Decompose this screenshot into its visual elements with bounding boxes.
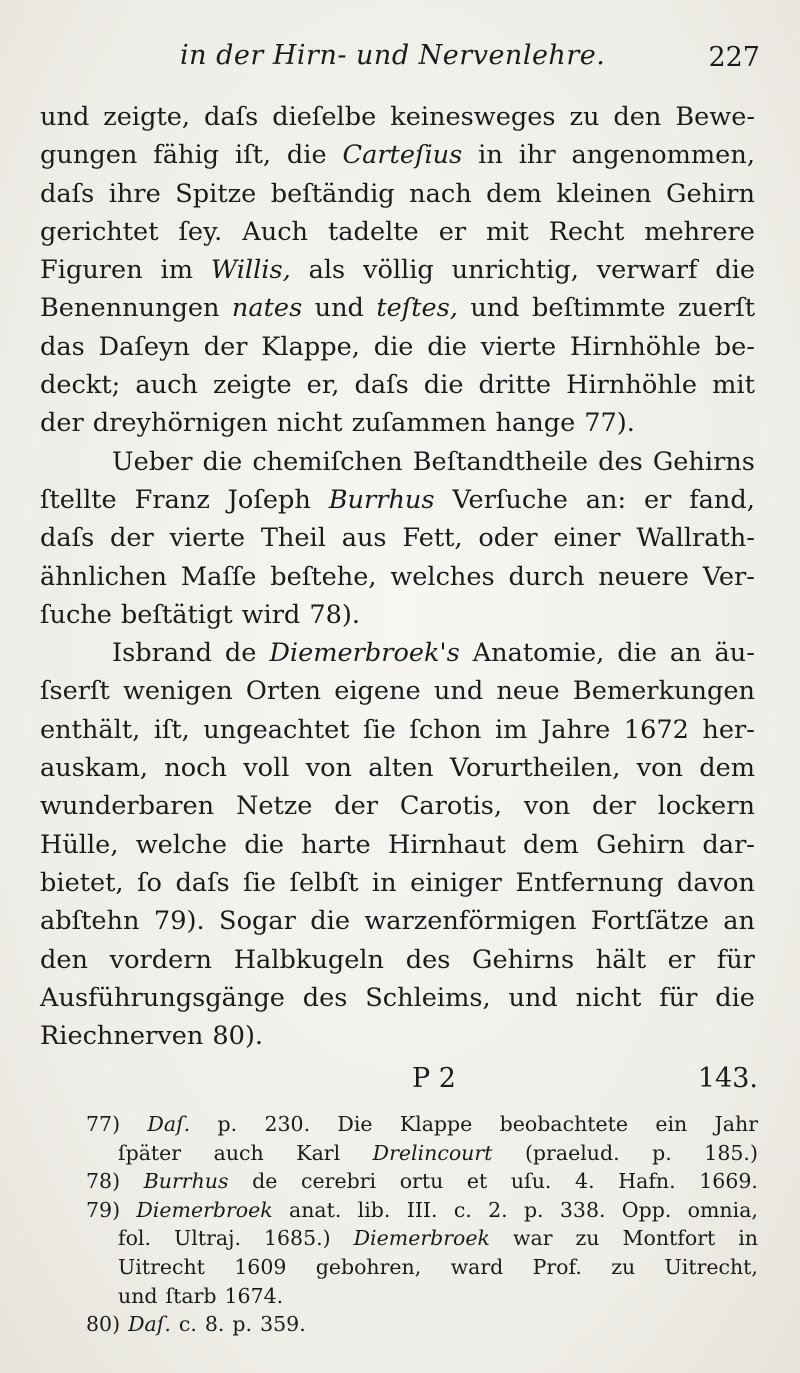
word: der	[203, 331, 248, 362]
word: völlig	[363, 255, 434, 286]
word: oder	[478, 523, 538, 554]
word: aus	[341, 523, 387, 554]
word: an:	[585, 484, 627, 515]
word: nach	[409, 178, 472, 209]
word: Figuren	[40, 255, 143, 286]
word: von	[636, 753, 683, 784]
word: 1609	[234, 1254, 287, 1279]
word: daſs	[175, 867, 230, 898]
word: nicht	[276, 408, 343, 439]
footnote-line	[86, 1224, 758, 1253]
word: für	[716, 944, 755, 975]
word: Montfort	[622, 1226, 716, 1251]
word: als	[308, 255, 346, 286]
word: auch	[213, 1140, 264, 1165]
footnote-number: 79)	[86, 1197, 121, 1222]
text-line	[40, 826, 755, 864]
word: Carotis,	[399, 791, 503, 822]
word: hält	[595, 944, 647, 975]
word: zu	[611, 1254, 636, 1279]
word: den	[613, 102, 662, 132]
footnote-number: 80)	[86, 1312, 121, 1337]
word: 359.	[260, 1312, 306, 1337]
word: fähig	[153, 140, 220, 171]
word: die	[715, 255, 755, 286]
word: chemiſchen	[252, 446, 403, 477]
word: Ueber	[112, 446, 193, 477]
word: harte	[301, 829, 371, 860]
word: dem	[699, 753, 755, 784]
word: be-	[714, 331, 755, 362]
word: Isbrand	[112, 638, 212, 669]
word: für	[659, 982, 698, 1013]
word: welche	[135, 829, 227, 860]
word: de	[252, 1169, 278, 1194]
word: 1669.	[699, 1169, 758, 1194]
word: c.	[453, 1197, 472, 1222]
word: Vorurtheilen,	[449, 753, 621, 784]
word: verwarf	[596, 255, 698, 286]
word: fol.	[118, 1226, 152, 1251]
text-line	[40, 213, 755, 251]
word: Burrhus	[143, 1169, 229, 1194]
word: Klappe	[399, 1112, 473, 1136]
word: und	[40, 102, 90, 132]
word: Gehirns	[652, 446, 755, 477]
word: wenigen	[122, 676, 233, 707]
text-line	[40, 98, 755, 136]
word: 8.	[204, 1312, 225, 1337]
footnote-ref: 80).	[212, 1021, 264, 1052]
word: Uitrecht,	[664, 1254, 758, 1279]
word: beſtätigt	[120, 599, 233, 630]
word: von	[305, 753, 353, 784]
word: Diemerbroek	[136, 1197, 273, 1222]
word: nates	[231, 293, 303, 324]
word: dem	[523, 829, 579, 860]
word: die	[286, 140, 327, 171]
word: dar-	[702, 829, 755, 860]
word: beſtehe,	[270, 561, 377, 592]
word: et	[466, 1169, 488, 1194]
word: der	[334, 791, 379, 822]
word: die	[244, 829, 284, 860]
word: vordern	[109, 944, 213, 975]
word: Bewe-	[675, 102, 755, 132]
word: Auch	[242, 216, 309, 247]
word: ſie	[243, 867, 276, 898]
word: Hafn.	[618, 1169, 676, 1194]
word: Jahre	[540, 714, 611, 745]
word: enthält,	[40, 714, 141, 745]
text-line	[40, 136, 755, 174]
word: Daſeyn	[98, 331, 190, 362]
word: Hirnhöhle	[570, 331, 701, 362]
word: (praelud.	[524, 1140, 620, 1165]
word: den	[40, 944, 89, 975]
word: fand,	[689, 484, 755, 515]
word: in	[478, 140, 503, 171]
word: dritte	[478, 370, 552, 401]
word: p.	[523, 1197, 544, 1222]
text-line	[40, 979, 755, 1017]
word: Ver-	[702, 561, 755, 592]
word: ſserſt	[40, 676, 110, 707]
word: Uitrecht	[118, 1254, 205, 1279]
text-line	[40, 443, 755, 481]
word: die	[310, 906, 350, 937]
word: daſs	[40, 523, 95, 554]
word: III.	[406, 1197, 438, 1222]
word: Anatomie,	[472, 638, 605, 669]
word: an	[669, 638, 702, 669]
word: keinesweges	[390, 102, 556, 132]
word: auskam,	[40, 753, 149, 784]
word: Orten	[245, 676, 322, 707]
word: im	[495, 714, 528, 745]
footnote-line	[86, 1253, 758, 1282]
word: einer	[553, 523, 621, 554]
word: er	[667, 944, 696, 975]
word: mit	[486, 216, 529, 247]
word: des	[598, 446, 643, 477]
text-line	[40, 1017, 755, 1055]
word: zu	[575, 1226, 600, 1251]
word: iſt,	[234, 140, 272, 171]
word: Wallrath-	[636, 523, 755, 554]
word: gerichtet	[40, 216, 159, 247]
word: des	[302, 982, 348, 1013]
word: noch	[164, 753, 227, 784]
word: mit	[712, 370, 755, 401]
word: der	[40, 408, 84, 439]
word: Benennungen	[40, 293, 220, 324]
footnote-number: 78)	[86, 1169, 121, 1194]
text-line	[40, 749, 755, 787]
footnote-ref: 77).	[584, 408, 635, 439]
word: ſpäter	[118, 1140, 182, 1165]
word: ähnlichen	[40, 561, 168, 592]
word: die	[427, 331, 467, 362]
page-number: 227	[708, 42, 760, 73]
word: beſtändig	[270, 178, 395, 209]
word: Maſſe	[180, 561, 257, 592]
word: ungeachtet	[203, 714, 350, 745]
word: Bemerkungen	[572, 676, 755, 707]
word: zuerſt	[677, 293, 755, 324]
footnote-line	[86, 1196, 758, 1225]
text-line	[40, 289, 755, 327]
word: iſt,	[153, 714, 190, 745]
word: cerebri	[301, 1169, 377, 1194]
word: die	[373, 331, 414, 362]
word: Fortſätze	[590, 906, 709, 937]
body-text	[40, 98, 755, 1055]
word: in	[371, 867, 397, 898]
word: Ausführungsgänge	[40, 982, 285, 1013]
word: bietet,	[40, 867, 124, 898]
word: Riechnerven	[40, 1021, 204, 1052]
word: Burrhus	[328, 484, 435, 515]
footnote-ref: 78).	[309, 599, 361, 630]
word: an	[723, 906, 755, 937]
word: durch	[508, 561, 585, 592]
word: 4.	[575, 1169, 595, 1194]
word: Hülle,	[40, 829, 119, 860]
signature-row	[40, 1063, 758, 1103]
word: Diemerbroek's	[269, 638, 460, 669]
word: 1685.)	[263, 1226, 331, 1251]
word: p.	[217, 1112, 238, 1136]
text-line	[40, 596, 755, 634]
word: daſs	[40, 178, 95, 209]
word: der	[110, 523, 154, 554]
word: davon	[676, 867, 755, 898]
footnote-number: 77)	[86, 1112, 121, 1136]
word: Ultraj.	[174, 1226, 241, 1251]
word: war	[512, 1226, 553, 1251]
word: Entfernung	[515, 867, 664, 898]
word: ſelbſt	[289, 867, 359, 898]
word: Prof.	[532, 1254, 582, 1279]
word: er	[438, 216, 467, 247]
word: 1674.	[224, 1283, 284, 1308]
footnotes	[86, 1110, 758, 1339]
word: und	[470, 293, 520, 324]
word: 2.	[488, 1197, 508, 1222]
word: Die	[337, 1112, 373, 1136]
word: und	[508, 982, 558, 1013]
word: ſuche	[40, 599, 112, 630]
word: alten	[368, 753, 434, 784]
word: Joſeph	[227, 484, 311, 515]
text-line	[40, 558, 755, 596]
word: beobachtete	[499, 1112, 629, 1136]
word: Sogar	[219, 906, 296, 937]
word: kleinen	[556, 178, 652, 209]
footnote-line	[86, 1282, 758, 1311]
word: Klappe,	[261, 331, 360, 362]
word: der	[592, 791, 636, 822]
word: die	[423, 370, 464, 401]
word: her-	[702, 714, 755, 745]
word: und	[314, 293, 364, 324]
word: äu-	[714, 638, 755, 669]
word: dreyhörnigen	[92, 408, 268, 439]
word: 338.	[559, 1197, 606, 1222]
word: Daſ.	[128, 1312, 171, 1337]
word: ihre	[108, 178, 161, 209]
word: eigene	[334, 676, 421, 707]
word: Gehirns	[472, 944, 575, 975]
text-line	[40, 251, 755, 289]
text-line	[40, 902, 755, 940]
word: Netze	[235, 791, 313, 822]
word: Verſuche	[452, 484, 568, 515]
word: Carteſius	[342, 140, 463, 171]
text-line	[40, 711, 755, 749]
word: er	[643, 484, 672, 515]
word: vierte	[169, 523, 246, 554]
word: Fett,	[402, 523, 463, 554]
word: welches	[390, 561, 495, 592]
word: Willis,	[210, 255, 291, 286]
word: Recht	[548, 216, 625, 247]
page-header	[40, 40, 760, 80]
word: gungen	[40, 140, 138, 171]
word: ſey.	[178, 216, 223, 247]
word: ſchon	[409, 714, 482, 745]
word: Beſtandtheile	[412, 446, 589, 477]
word: daſs	[354, 370, 409, 401]
text-line	[40, 328, 755, 366]
word: Gehirn	[666, 178, 755, 209]
word: warzenförmigen	[364, 906, 577, 937]
word: angenommen,	[571, 140, 755, 171]
word: das	[40, 331, 85, 362]
word: daſs	[204, 102, 259, 132]
word: hange	[495, 408, 576, 439]
text-line	[40, 864, 755, 902]
text-line	[40, 941, 755, 979]
word: die	[715, 982, 755, 1013]
word: nicht	[575, 982, 642, 1013]
word: Schleims,	[365, 982, 491, 1013]
word: Theil	[260, 523, 326, 554]
word: 185.)	[704, 1140, 758, 1165]
word: im	[160, 255, 193, 286]
word: Hirnhöhle	[566, 370, 698, 401]
word: einiger	[410, 867, 502, 898]
word: Halbkugeln	[233, 944, 385, 975]
word: wird	[241, 599, 301, 630]
word: voll	[243, 753, 290, 784]
word: neuere	[598, 561, 689, 592]
word: beſtimmte	[532, 293, 666, 324]
word: Drelincourt	[372, 1140, 493, 1165]
word: von	[523, 791, 571, 822]
word: Opp.	[621, 1197, 672, 1222]
word: lib.	[357, 1197, 391, 1222]
word: ihr	[518, 140, 556, 171]
word: Franz	[134, 484, 210, 515]
word: ſtellte	[40, 484, 117, 515]
word: in	[738, 1226, 758, 1251]
word: zuſammen	[351, 408, 487, 439]
word: wunderbaren	[40, 791, 215, 822]
word: de	[224, 638, 257, 669]
word: die	[617, 638, 657, 669]
signature-mark: P 2	[412, 1063, 456, 1094]
word: und	[433, 676, 484, 707]
text-line	[40, 634, 755, 672]
text-line	[40, 672, 755, 710]
text-line	[40, 366, 755, 404]
word: zeigte	[212, 370, 292, 401]
word: abſtehn	[40, 906, 140, 937]
word: ward	[450, 1254, 504, 1279]
text-line	[40, 519, 755, 557]
word: 1672	[623, 714, 689, 745]
word: unrichtig,	[451, 255, 579, 286]
word: dem	[486, 178, 542, 209]
word: Hirnhaut	[388, 829, 506, 860]
word: lockern	[657, 791, 755, 822]
word: dieſelbe	[272, 102, 377, 132]
word: uſu.	[510, 1169, 552, 1194]
word: Diemerbroek	[353, 1226, 490, 1251]
word: ſie	[363, 714, 396, 745]
word: ein	[655, 1112, 688, 1136]
word: auch	[135, 370, 198, 401]
word: er,	[306, 370, 340, 401]
word: ortu	[399, 1169, 444, 1194]
word: ſtarb	[165, 1283, 217, 1308]
running-head: in der Hirn- und Nervenlehre.	[180, 40, 606, 71]
text-line	[40, 481, 755, 519]
word: und	[118, 1283, 158, 1308]
word: zu	[569, 102, 600, 132]
text-line	[40, 404, 755, 442]
word: des	[405, 944, 451, 975]
footnote-line	[86, 1167, 758, 1196]
word: Karl	[296, 1140, 341, 1165]
word: vierte	[480, 331, 557, 362]
footnote-ref: 79).	[153, 906, 205, 937]
footnote-line	[86, 1310, 758, 1339]
word: omnia,	[687, 1197, 758, 1222]
word: neue	[496, 676, 560, 707]
word: ſo	[137, 867, 162, 898]
word: deckt;	[40, 370, 121, 401]
word: 230.	[264, 1112, 311, 1136]
word: Gehirn	[596, 829, 686, 860]
footnote-line	[86, 1110, 758, 1139]
footnote-line	[86, 1139, 758, 1168]
text-line	[40, 787, 755, 825]
word: teſtes,	[376, 293, 458, 324]
word: c.	[178, 1312, 197, 1337]
text-line	[40, 175, 755, 213]
word: p.	[232, 1312, 253, 1337]
word: p.	[652, 1140, 672, 1165]
word: Spitze	[175, 178, 257, 209]
word: die	[202, 446, 243, 477]
word: gebohren,	[315, 1254, 422, 1279]
word: zeigte,	[103, 102, 191, 132]
word: Jahr	[714, 1112, 758, 1136]
word: tadelte	[328, 216, 419, 247]
catchword: 143.	[697, 1063, 758, 1094]
word: mehrere	[644, 216, 755, 247]
word: anat.	[288, 1197, 342, 1222]
word: Daſ.	[147, 1112, 191, 1136]
